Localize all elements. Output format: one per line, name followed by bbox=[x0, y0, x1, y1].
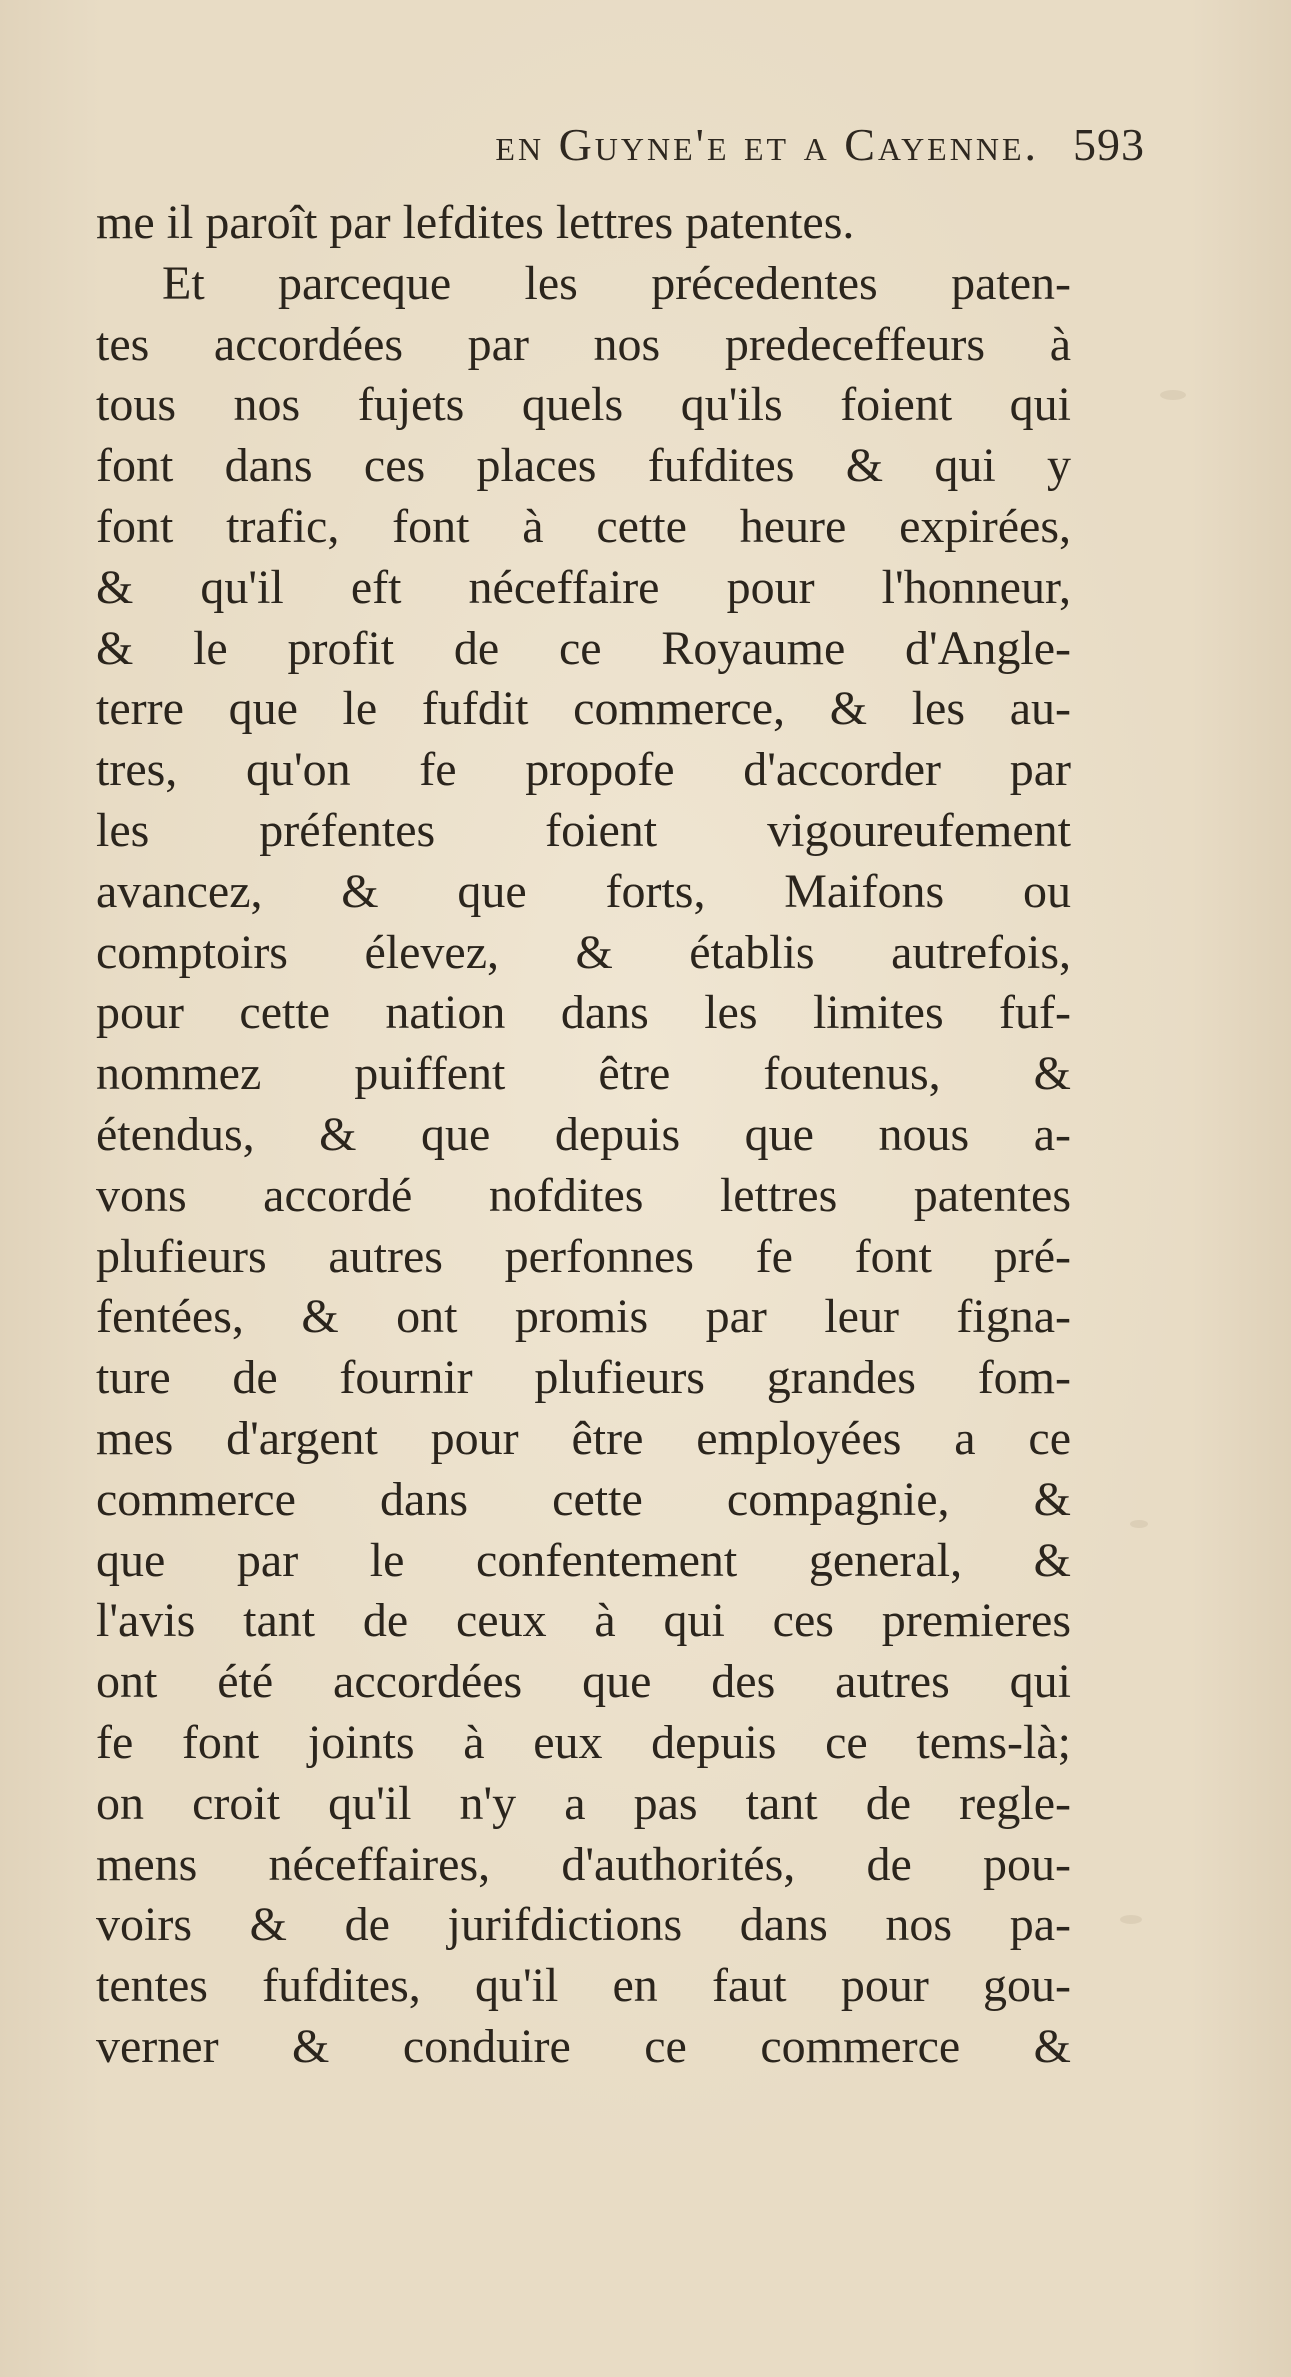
text-line: font dans ces places fufdites & qui y bbox=[96, 439, 1071, 493]
text-line: me il paroît par lefdites lettres patentes. bbox=[96, 196, 855, 249]
text-line: mens néceffaires, d'authorités, de pou- bbox=[96, 1837, 1071, 1891]
text-line: & qu'il eft néceffaire pour l'honneur, bbox=[96, 560, 1071, 614]
text-line: comptoirs élevez, & établis autrefois, bbox=[96, 925, 1071, 979]
text-line: les préfentes foient vigoureufement bbox=[96, 803, 1071, 857]
paper-spot bbox=[1120, 1915, 1142, 1924]
text-line: étendus, & que depuis que nous a- bbox=[96, 1107, 1071, 1161]
text-line: avancez, & que forts, Maifons ou bbox=[96, 864, 1071, 918]
text-line: ont été accordées que des autres qui bbox=[96, 1655, 1071, 1709]
text-line: verner & conduire ce commerce & bbox=[96, 2019, 1071, 2073]
running-title: en Guyne'e et a Cayenne. bbox=[495, 119, 1039, 170]
text-line: tous nos fujets quels qu'ils foient qui bbox=[96, 378, 1071, 432]
text-line: ture de fournir plufieurs grandes fom- bbox=[96, 1351, 1071, 1405]
text-line: voirs & de jurifdictions dans nos pa- bbox=[96, 1898, 1071, 1952]
text-line: l'avis tant de ceux à qui ces premieres bbox=[96, 1594, 1071, 1648]
paper-spot bbox=[1130, 1520, 1148, 1528]
text-line: fe font joints à eux depuis ce tems-là; bbox=[96, 1715, 1071, 1769]
text-line: que par le confentement general, & bbox=[96, 1533, 1071, 1587]
text-line: mes d'argent pour être employées a ce bbox=[96, 1411, 1071, 1465]
text-line: Et parceque les précedentes paten- bbox=[162, 256, 1071, 310]
page-header bbox=[0, 110, 1145, 180]
text-line: terre que le fufdit commerce, & les au- bbox=[96, 682, 1071, 736]
text-line: vons accordé nofdites lettres patentes bbox=[96, 1168, 1071, 1222]
text-line: fentées, & ont promis par leur figna- bbox=[96, 1290, 1071, 1344]
paper-spot bbox=[1160, 390, 1186, 400]
text-line: tentes fufdites, qu'il en faut pour gou- bbox=[96, 1959, 1071, 2013]
text-line: tres, qu'on fe propofe d'accorder par bbox=[96, 743, 1071, 797]
text-line: & le profit de ce Royaume d'Angle- bbox=[96, 621, 1071, 675]
text-line: tes accordées par nos predeceffeurs à bbox=[96, 317, 1071, 371]
text-line: nommez puiffent être foutenus, & bbox=[96, 1047, 1071, 1101]
body-text bbox=[96, 193, 1071, 2078]
text-line: font trafic, font à cette heure expirées, bbox=[96, 499, 1071, 553]
text-line: plufieurs autres perfonnes fe font pré- bbox=[96, 1229, 1071, 1283]
text-line: on croit qu'il n'y a pas tant de regle- bbox=[96, 1776, 1071, 1830]
text-line: commerce dans cette compagnie, & bbox=[96, 1472, 1071, 1526]
page-number: 593 bbox=[1073, 119, 1145, 170]
text-line: pour cette nation dans les limites fuf- bbox=[96, 986, 1071, 1040]
